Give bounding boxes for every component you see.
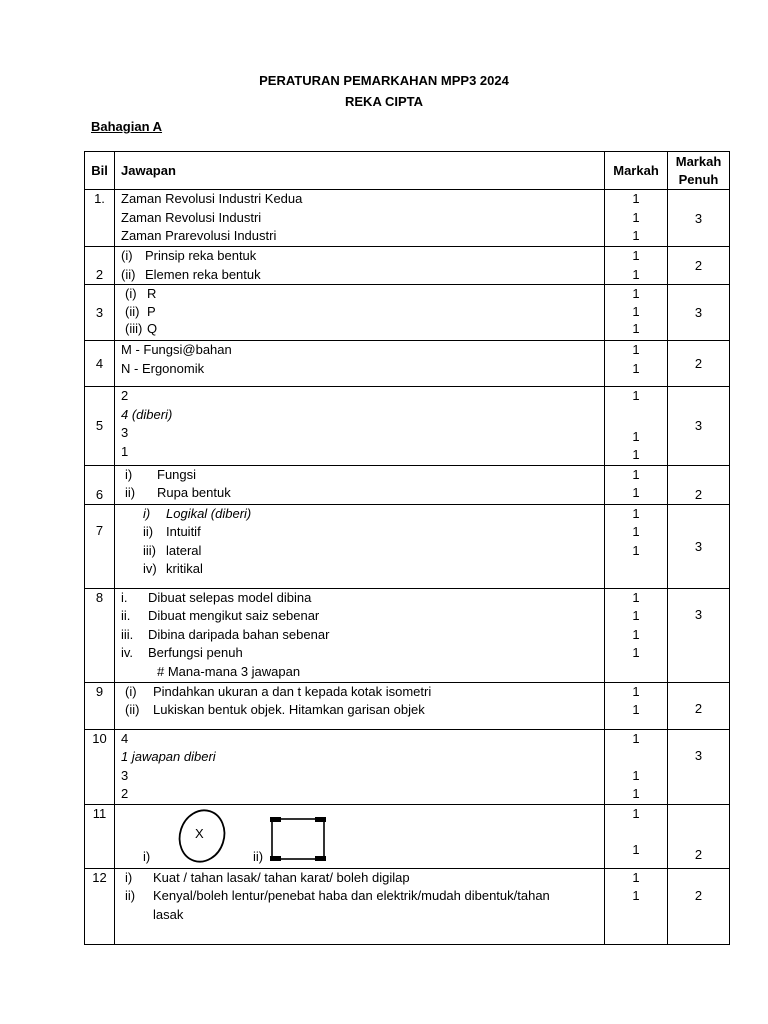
mark-value: 1 xyxy=(632,589,640,605)
full-marks-cell: 2 xyxy=(668,868,730,944)
marks-cell xyxy=(605,465,668,504)
table-row xyxy=(85,588,730,682)
mark-value: 1 xyxy=(632,542,640,558)
item-text: Rupa bentuk xyxy=(157,485,231,500)
item-label: i) xyxy=(125,466,133,482)
item-label: iii. xyxy=(121,626,134,642)
item-text: Pindahkan ukuran a dan t kepada kotak isometri xyxy=(153,683,432,699)
answer-line xyxy=(125,683,604,702)
item-text: Dibuat mengikut saiz sebenar xyxy=(148,608,320,623)
mark-value: 1 xyxy=(632,608,640,623)
mark-value xyxy=(605,406,667,428)
answer-line xyxy=(143,523,604,542)
table-row xyxy=(85,729,730,804)
item-text: P xyxy=(147,303,156,319)
row-number: 2 xyxy=(85,247,115,285)
table-row xyxy=(85,247,730,285)
answer-line-given: 4 (diberi) xyxy=(121,406,173,422)
mark-value: 1 xyxy=(632,730,640,746)
answer-line xyxy=(121,607,604,626)
answer-line xyxy=(121,247,604,266)
answer-line: 2 xyxy=(121,388,129,403)
header-penuh-line1: Markah xyxy=(675,153,722,169)
answer-line: 3 xyxy=(121,767,129,783)
item-text: Dibuat selepas model dibina xyxy=(148,589,312,605)
mark-value: 1 xyxy=(632,321,640,336)
table-row xyxy=(85,190,730,247)
marks-cell xyxy=(605,868,668,944)
answer-line xyxy=(121,266,604,285)
answer-line: Zaman Revolusi Industri xyxy=(121,209,262,225)
answer-note: # Mana-mana 3 jawapan xyxy=(157,663,301,679)
item-text: Berfungsi penuh xyxy=(148,645,243,660)
table-row xyxy=(85,682,730,729)
answer-cell xyxy=(115,504,605,588)
marks-cell xyxy=(605,588,668,682)
table-header-row xyxy=(85,152,730,190)
drawing-label-i: i) xyxy=(143,848,151,864)
answer-cell xyxy=(115,868,605,944)
table-row xyxy=(85,341,730,387)
mark-value: 1 xyxy=(632,466,640,482)
marks-cell xyxy=(605,285,668,341)
drawing-area xyxy=(121,805,604,867)
item-text: Prinsip reka bentuk xyxy=(145,248,257,263)
mark-value: 1 xyxy=(632,342,640,357)
mark-value: 1 xyxy=(632,505,640,521)
table-row xyxy=(85,804,730,868)
full-marks-cell: 3 xyxy=(668,387,730,466)
mark-value: 1 xyxy=(632,191,640,206)
table-row xyxy=(85,868,730,944)
table-row xyxy=(85,504,730,588)
item-text: Fungsi xyxy=(157,466,197,482)
row-number: 7 xyxy=(85,504,115,588)
item-label: i) xyxy=(143,505,151,521)
item-label: i) xyxy=(125,869,133,885)
marks-cell xyxy=(605,387,668,466)
mark-value: 1 xyxy=(632,524,640,539)
item-text: R xyxy=(147,286,157,301)
section-heading: Bahagian A xyxy=(91,119,163,134)
answer-cell xyxy=(115,682,605,729)
item-label: iii) xyxy=(143,542,156,558)
mark-value: 1 xyxy=(632,209,640,225)
mark-value: 1 xyxy=(632,645,640,660)
answer-line: Zaman Revolusi Industri Kedua xyxy=(121,191,303,206)
answer-cell xyxy=(115,247,605,285)
mark-value: 1 xyxy=(632,767,640,783)
marks-cell xyxy=(605,504,668,588)
mark-value: 1 xyxy=(632,266,640,282)
answer-cell xyxy=(115,285,605,341)
header-markah-penuh xyxy=(668,152,730,190)
row-number: 3 xyxy=(85,285,115,341)
marks-cell xyxy=(605,190,668,247)
item-text: Elemen reka bentuk xyxy=(145,266,261,282)
header-bil: Bil xyxy=(85,152,115,190)
answer-cell xyxy=(115,465,605,504)
answer-line xyxy=(125,303,604,321)
answer-line xyxy=(125,285,604,303)
row-number: 4 xyxy=(85,341,115,387)
item-label: ii) xyxy=(125,485,136,500)
item-label: (ii) xyxy=(125,303,140,319)
item-text: Lukiskan bentuk objek. Hitamkan garisan objek xyxy=(153,702,425,717)
rectangle-corners-icon xyxy=(269,815,329,863)
full-marks-cell: 2 xyxy=(668,247,730,285)
item-label: i. xyxy=(121,589,128,605)
mark-value: 1 xyxy=(632,869,640,885)
answer-line xyxy=(121,589,604,608)
row-number: 10 xyxy=(85,729,115,804)
answer-line xyxy=(125,320,604,338)
answer-line: M - Fungsi@bahan xyxy=(121,342,232,357)
answer-cell-drawings xyxy=(115,804,605,868)
answer-line-given xyxy=(143,505,604,524)
item-label: (i) xyxy=(125,286,137,301)
item-label: (i) xyxy=(121,248,133,263)
mark-value: 1 xyxy=(632,485,640,500)
marks-cell xyxy=(605,682,668,729)
answer-line xyxy=(121,626,604,645)
answer-line: 2 xyxy=(121,786,129,801)
header-jawapan: Jawapan xyxy=(115,152,605,190)
full-marks-cell: 2 xyxy=(668,804,730,868)
mark-value: 1 xyxy=(632,888,640,903)
mark-value: 1 xyxy=(632,786,640,801)
item-text: Kuat / tahan lasak/ tahan karat/ boleh digilap xyxy=(153,869,410,885)
item-label: ii) xyxy=(143,524,154,539)
row-number: 6 xyxy=(85,465,115,504)
answer-line xyxy=(125,466,604,485)
page-title: PERATURAN PEMARKAHAN MPP3 2024 xyxy=(259,73,509,88)
answer-line xyxy=(125,484,604,503)
answer-cell xyxy=(115,190,605,247)
answer-cell xyxy=(115,729,605,804)
full-marks-cell: 3 xyxy=(668,729,730,804)
full-marks-cell: 3 xyxy=(668,190,730,247)
mark-value: 1 xyxy=(632,388,640,403)
item-label: (iii) xyxy=(125,321,143,336)
answer-line: N - Ergonomik xyxy=(121,360,205,376)
row-number: 9 xyxy=(85,682,115,729)
mark-value: 1 xyxy=(632,303,640,319)
item-label: iv) xyxy=(143,561,157,576)
item-text: Dibina daripada bahan sebenar xyxy=(148,626,330,642)
full-marks-cell: 3 xyxy=(668,504,730,588)
item-text: Logikal (diberi) xyxy=(166,505,252,521)
item-text: Kenyal/boleh lentur/penebat haba dan elektrik/mudah dibentuk/tahan lasak xyxy=(153,888,550,922)
answer-cell xyxy=(115,387,605,466)
full-marks-cell: 3 xyxy=(668,285,730,341)
mark-value: 1 xyxy=(632,286,640,301)
answer-line xyxy=(121,644,604,663)
mark-value: 1 xyxy=(632,248,640,263)
answer-line: 3 xyxy=(121,425,129,440)
marking-table xyxy=(84,151,730,945)
full-marks-cell: 2 xyxy=(668,682,730,729)
item-text: kritikal xyxy=(166,561,203,576)
row-number: 5 xyxy=(85,387,115,466)
marks-cell xyxy=(605,247,668,285)
circle-symbol-letter: X xyxy=(195,825,204,841)
item-text: Intuitif xyxy=(166,524,201,539)
mark-value xyxy=(605,748,667,767)
full-marks-cell: 2 xyxy=(668,341,730,387)
answer-cell xyxy=(115,341,605,387)
item-label: (ii) xyxy=(125,702,140,717)
item-label: ii) xyxy=(125,888,136,903)
marks-cell xyxy=(605,341,668,387)
marks-cell xyxy=(605,729,668,804)
row-number: 12 xyxy=(85,868,115,944)
table-row xyxy=(85,465,730,504)
answer-line: 1 xyxy=(121,443,129,459)
mark-value: 1 xyxy=(632,805,640,821)
item-label: ii. xyxy=(121,608,131,623)
answer-line: 4 xyxy=(121,730,129,746)
mark-value: 1 xyxy=(632,702,640,717)
mark-value: 1 xyxy=(632,842,640,857)
mark-value: 1 xyxy=(632,228,640,243)
mark-value: 1 xyxy=(632,626,640,642)
drawing-label-ii: ii) xyxy=(253,848,264,864)
answer-line xyxy=(125,701,604,720)
item-label: iv. xyxy=(121,645,134,660)
header-penuh-line2: Penuh xyxy=(678,171,719,187)
header-markah: Markah xyxy=(605,152,668,190)
mark-value: 1 xyxy=(632,428,640,444)
mark-value: 1 xyxy=(632,683,640,699)
answer-line-given: 1 jawapan diberi xyxy=(121,749,216,764)
table-row xyxy=(85,285,730,341)
row-number: 8 xyxy=(85,588,115,682)
table-row xyxy=(85,387,730,466)
mark-value: 1 xyxy=(632,447,640,462)
mark-value: 1 xyxy=(632,360,640,376)
item-label: (ii) xyxy=(121,266,136,282)
full-marks-cell: 3 xyxy=(668,588,730,682)
row-number: 11 xyxy=(85,804,115,868)
answer-cell xyxy=(115,588,605,682)
answer-line xyxy=(125,869,598,888)
full-marks-cell: 2 xyxy=(668,465,730,504)
marks-cell xyxy=(605,804,668,868)
answer-line xyxy=(143,542,604,561)
row-number: 1. xyxy=(85,190,115,247)
item-label: (i) xyxy=(125,683,137,699)
item-text: lateral xyxy=(166,542,202,558)
answer-line xyxy=(125,887,598,924)
page-subtitle: REKA CIPTA xyxy=(345,94,423,109)
answer-line: Zaman Prarevolusi Industri xyxy=(121,228,277,243)
answer-line xyxy=(143,560,604,579)
item-text: Q xyxy=(147,321,158,336)
